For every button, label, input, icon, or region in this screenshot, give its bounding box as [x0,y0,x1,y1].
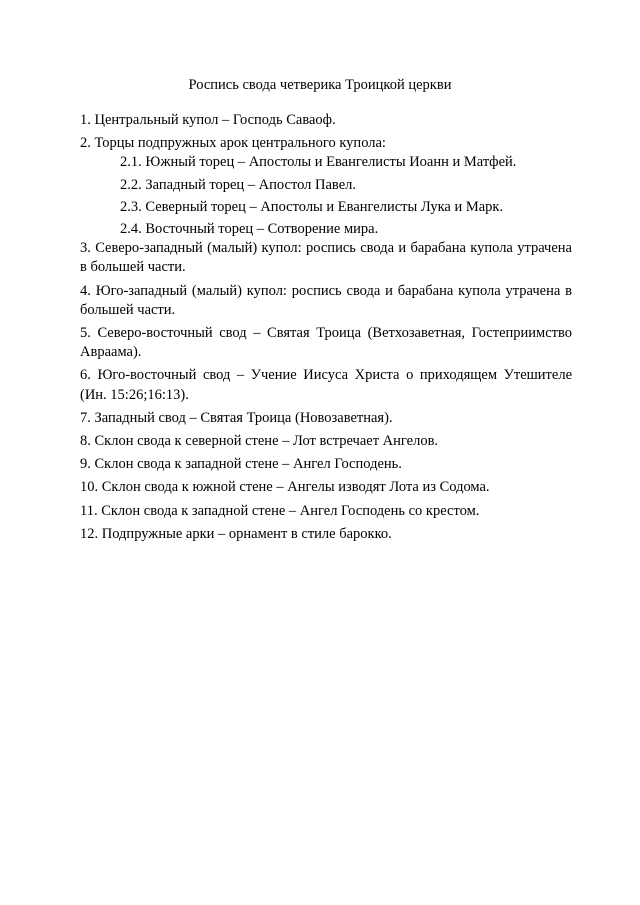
list-item-4: 4. Юго-западный (малый) купол: роспись свода и барабана купола утрачена в большей части. [80,282,572,318]
list-item-11: 11. Склон свода к западной стене – Ангел Господень со крестом. [80,502,480,519]
list-item-1: 1. Центральный купол – Господь Саваоф. [80,112,336,128]
list-item-6: 6. Юго-восточный свод – Учение Иисуса Христа о приходящем Утешителе (Ин. 15:26;16:13). [80,367,572,403]
list-item-9: 9. Склон свода к западной стене – Ангел Господень. [80,456,402,473]
list-item-7: 7. Западный свод – Святая Троица (Новозаветная). [80,409,393,426]
sublist-item-2-4: 2.4. Восточный торец – Сотворение мира. [120,221,379,238]
list-item-5: 5. Северо-восточный свод – Святая Троица (Ветхозаветная, Гостеприимство Авраама). [80,325,572,361]
sublist-item-2-1: 2.1. Южный торец – Апостолы и Евангелисты Иоанн и Матфей. [120,154,517,171]
document-title: Роспись свода четверика Троицкой церкви [188,77,452,93]
list-item-3: 3. Северо-западный (малый) купол: роспись свода и барабана купола утрачена в большей части. [80,240,572,276]
list-item-8: 8. Склон свода к северной стене – Лот встречает Ангелов. [80,433,439,450]
sublist-item-2-3: 2.3. Северный торец – Апостолы и Евангелисты Лука и Марк. [120,198,504,215]
list-item-2: 2. Торцы подпружных арок центрального купола: [80,135,386,152]
sublist-item-2-2: 2.2. Западный торец – Апостол Павел. [120,176,356,193]
list-item-12: 12. Подпружные арки – орнамент в стиле барокко. [80,525,392,542]
document-body [80,111,572,548]
list-item-10: 10. Склон свода к южной стене – Ангелы изводят Лота из Содома. [80,479,490,496]
